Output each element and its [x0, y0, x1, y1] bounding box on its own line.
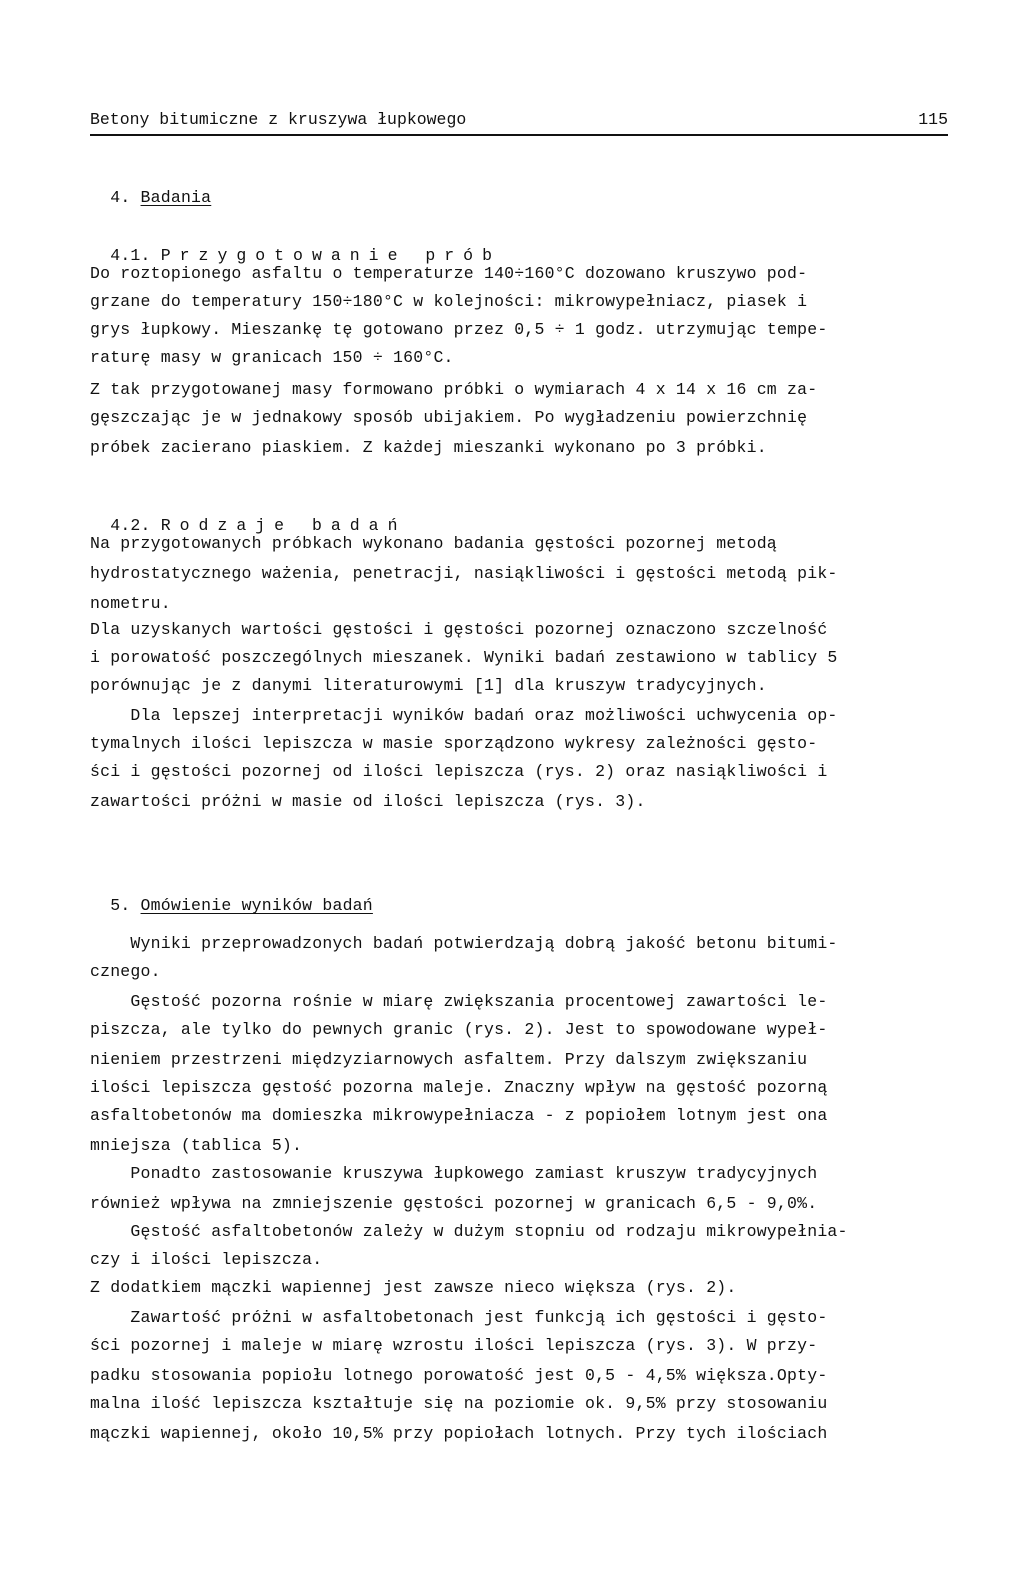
text-line: Zawartość próżni w asfaltobetonach jest funkcją ich gęstości i gęsto- [90, 1308, 828, 1327]
section-4-title: Badania [140, 188, 212, 207]
subsection-4-2-title: Rodzaje badań [160, 516, 407, 535]
text-line: zawartości próżni w masie od ilości lepiszcza (rys. 3). [90, 792, 646, 811]
subsection-4-1-heading [90, 226, 501, 266]
text-line: mączki wapiennej, około 10,5% przy popiołach lotnych. Przy tych ilościach [90, 1424, 828, 1443]
text-line: Gęstość asfaltobetonów zależy w dużym stopniu od rodzaju mikrowypełnia- [90, 1222, 848, 1241]
text-line: ści i gęstości pozornej od ilości lepiszcza (rys. 2) oraz nasiąkliwości i [90, 762, 828, 781]
text-line: czy i ilości lepiszcza. [90, 1250, 323, 1269]
text-line: Z tak przygotowanej masy formowano próbki o wymiarach 4 x 14 x 16 cm za- [90, 380, 818, 399]
text-line: gęszczając je w jednakowy sposób ubijakiem. Po wygładzeniu powierzchnię [90, 408, 808, 427]
text-line: padku stosowania popiołu lotnego porowatość jest 0,5 - 4,5% większa.Opty- [90, 1366, 828, 1385]
text-line: ilości lepiszcza gęstość pozorna maleje. Znaczny wpływ na gęstość pozorną [90, 1078, 828, 1097]
subsection-4-1-number: 4.1. [110, 246, 151, 265]
text-line: Dla uzyskanych wartości gęstości i gęstości pozornej oznaczono szczelność [90, 620, 828, 639]
text-line: i porowatość poszczególnych mieszanek. Wyniki badań zestawiono w tablicy 5 [90, 648, 838, 667]
text-line: nometru. [90, 594, 171, 613]
section-4-number: 4. [110, 188, 131, 207]
subsection-4-2-heading [90, 496, 406, 536]
text-line: Na przygotowanych próbkach wykonano badania gęstości pozornej metodą [90, 534, 777, 553]
text-line: mniejsza (tablica 5). [90, 1136, 303, 1155]
section-5-heading [90, 876, 373, 916]
section-4-heading [90, 168, 211, 208]
text-line: nieniem przestrzeni międzyziarnowych asfaltem. Przy dalszym zwiększaniu [90, 1050, 808, 1069]
text-line: asfaltobetonów ma domieszka mikrowypełniacza - z popiołem lotnym jest ona [90, 1106, 828, 1125]
running-title: Betony bitumiczne z kruszywa łupkowego [90, 110, 467, 129]
text-line: malna ilość lepiszcza kształtuje się na poziomie ok. 9,5% przy stosowaniu [90, 1394, 828, 1413]
text-line: tymalnych ilości lepiszcza w masie sporządzono wykresy zależności gęsto- [90, 734, 818, 753]
text-line: Dla lepszej interpretacji wyników badań oraz możliwości uchwycenia op- [90, 706, 838, 725]
text-line: piszcza, ale tylko do pewnych granic (rys. 2). Jest to spowodowane wypeł- [90, 1020, 828, 1039]
text-line: Gęstość pozorna rośnie w miarę zwiększania procentowej zawartości le- [90, 992, 828, 1011]
text-line: grzane do temperatury 150÷180°C w kolejności: mikrowypełniacz, piasek i [90, 292, 808, 311]
text-line: próbek zacierano piaskiem. Z każdej mieszanki wykonano po 3 próbki. [90, 438, 767, 457]
page-number: 115 [918, 110, 948, 129]
text-line: porównując je z danymi literaturowymi [1] dla kruszyw tradycyjnych. [90, 676, 767, 695]
text-line: Wyniki przeprowadzonych badań potwierdzają dobrą jakość betonu bitumi- [90, 934, 838, 953]
text-line: Z dodatkiem mączki wapiennej jest zawsze nieco większa (rys. 2). [90, 1278, 737, 1297]
section-5-number: 5. [110, 896, 131, 915]
text-line: ści pozornej i maleje w miarę wzrostu ilości lepiszcza (rys. 3). W przy- [90, 1336, 818, 1355]
text-line: cznego. [90, 962, 161, 981]
text-line: raturę masy w granicach 150 ÷ 160°C. [90, 348, 454, 367]
section-5-title: Omówienie wyników badań [140, 896, 373, 915]
running-header [90, 108, 948, 136]
text-line: Ponadto zastosowanie kruszywa łupkowego zamiast kruszyw tradycyjnych [90, 1164, 818, 1183]
text-line: Do roztopionego asfaltu o temperaturze 140÷160°C dozowano kruszywo pod- [90, 264, 808, 283]
text-line: hydrostatycznego ważenia, penetracji, nasiąkliwości i gęstości metodą pik- [90, 564, 838, 583]
subsection-4-2-number: 4.2. [110, 516, 151, 535]
text-line: również wpływa na zmniejszenie gęstości pozornej w granicach 6,5 - 9,0%. [90, 1194, 818, 1213]
subsection-4-1-title: Przygotowanie prób [160, 246, 501, 265]
text-line: grys łupkowy. Mieszankę tę gotowano przez 0,5 ÷ 1 godz. utrzymując tempe- [90, 320, 828, 339]
